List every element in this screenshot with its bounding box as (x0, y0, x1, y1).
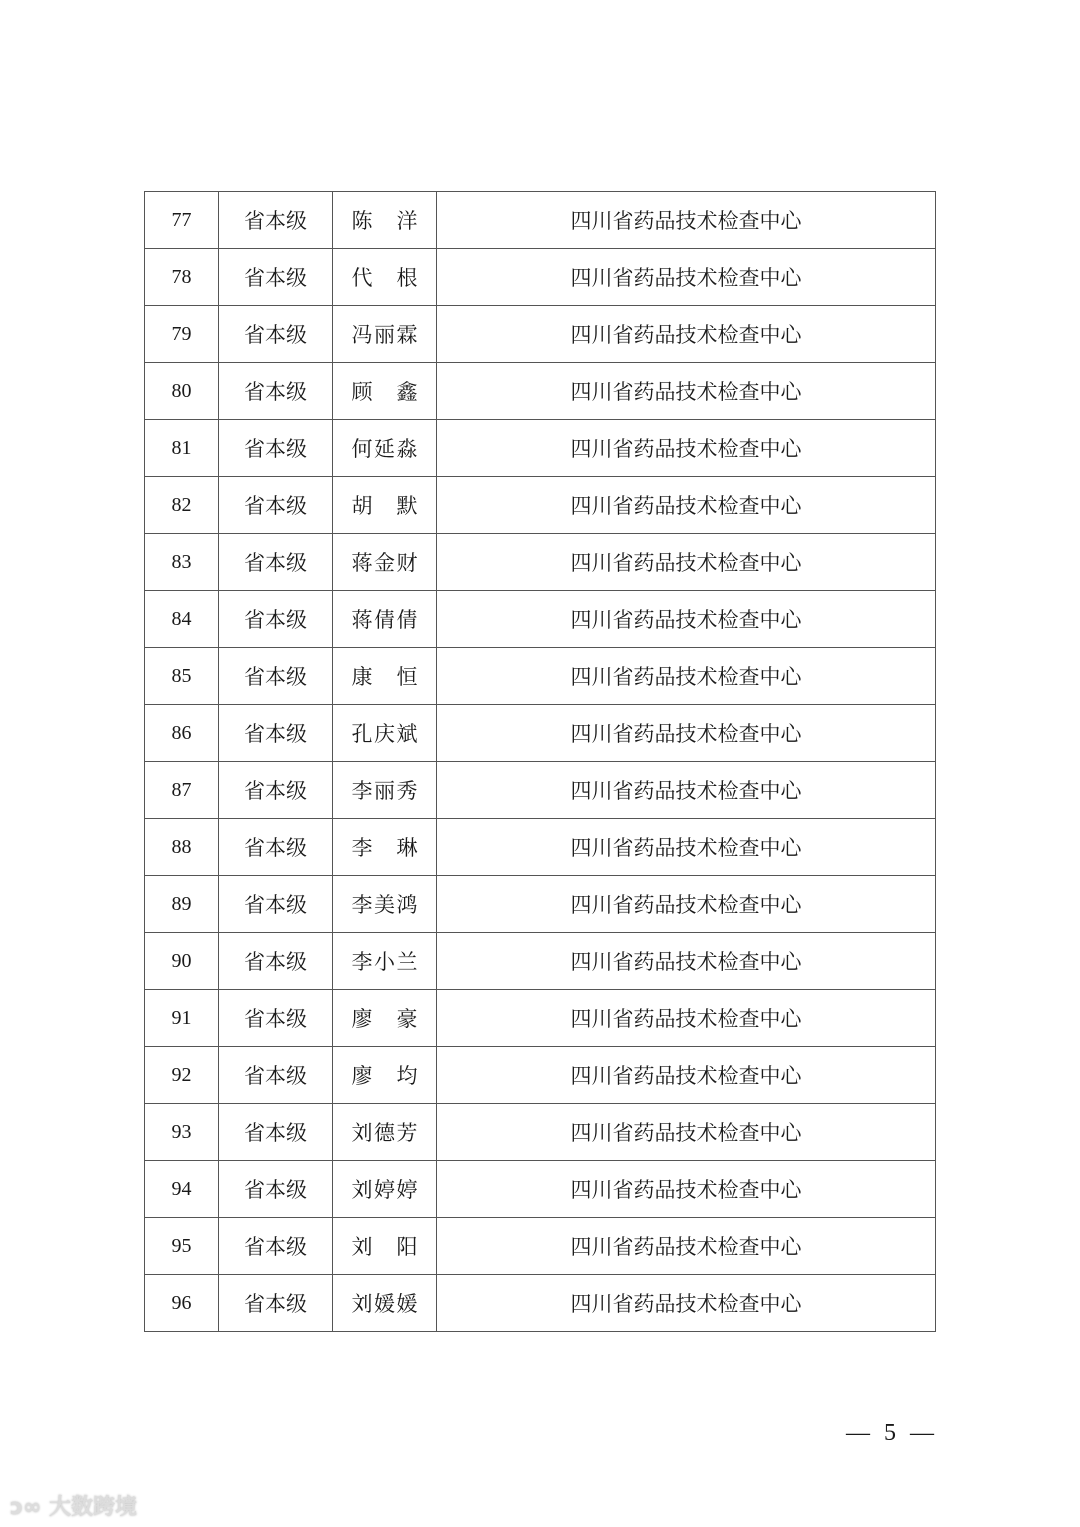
row-number: 83 (145, 534, 219, 591)
row-number: 96 (145, 1275, 219, 1332)
table-row (145, 705, 936, 762)
row-organization: 四川省药品技术检查中心 (437, 534, 936, 591)
row-organization: 四川省药品技术检查中心 (437, 1161, 936, 1218)
table-row (145, 363, 936, 420)
row-level: 省本级 (219, 534, 333, 591)
row-organization: 四川省药品技术检查中心 (437, 477, 936, 534)
row-name: 孔庆斌 (351, 722, 418, 746)
row-organization: 四川省药品技术检查中心 (437, 648, 936, 705)
row-name: 代根 (351, 266, 418, 290)
row-name: 李美鸿 (351, 893, 418, 917)
row-number: 86 (145, 705, 219, 762)
row-level: 省本级 (219, 306, 333, 363)
row-level: 省本级 (219, 933, 333, 990)
row-number: 81 (145, 420, 219, 477)
row-name: 刘婷婷 (351, 1178, 418, 1202)
row-name: 刘阳 (351, 1235, 418, 1259)
row-organization: 四川省药品技术检查中心 (437, 876, 936, 933)
watermark-logo: ↄ∞ 大数跨境 (10, 1495, 138, 1520)
table-row (145, 990, 936, 1047)
row-number: 80 (145, 363, 219, 420)
page-number: — 5 — (846, 1420, 938, 1446)
table-row (145, 933, 936, 990)
table-row (145, 1218, 936, 1275)
table-row (145, 1047, 936, 1104)
table-row (145, 591, 936, 648)
row-level: 省本级 (219, 192, 333, 249)
table-row (145, 1161, 936, 1218)
row-organization: 四川省药品技术检查中心 (437, 420, 936, 477)
row-name: 廖豪 (351, 1007, 418, 1031)
row-name-cell (333, 990, 437, 1047)
table-row (145, 249, 936, 306)
row-name: 胡默 (351, 494, 418, 518)
row-level: 省本级 (219, 1047, 333, 1104)
row-level: 省本级 (219, 648, 333, 705)
row-level: 省本级 (219, 249, 333, 306)
row-name-cell (333, 306, 437, 363)
row-level: 省本级 (219, 420, 333, 477)
row-number: 88 (145, 819, 219, 876)
row-organization: 四川省药品技术检查中心 (437, 762, 936, 819)
row-number: 92 (145, 1047, 219, 1104)
row-organization: 四川省药品技术检查中心 (437, 1218, 936, 1275)
row-number: 87 (145, 762, 219, 819)
row-level: 省本级 (219, 819, 333, 876)
row-name: 冯丽霖 (351, 323, 418, 347)
row-number: 77 (145, 192, 219, 249)
row-name: 蒋倩倩 (351, 608, 418, 632)
row-name-cell (333, 933, 437, 990)
row-number: 82 (145, 477, 219, 534)
row-name-cell (333, 1218, 437, 1275)
row-level: 省本级 (219, 876, 333, 933)
row-name-cell (333, 249, 437, 306)
row-name: 李琳 (351, 836, 418, 860)
table-row (145, 876, 936, 933)
row-name-cell (333, 1275, 437, 1332)
row-number: 85 (145, 648, 219, 705)
row-number: 95 (145, 1218, 219, 1275)
table-row (145, 477, 936, 534)
row-level: 省本级 (219, 591, 333, 648)
row-level: 省本级 (219, 1161, 333, 1218)
row-name-cell (333, 192, 437, 249)
row-organization: 四川省药品技术检查中心 (437, 819, 936, 876)
row-number: 94 (145, 1161, 219, 1218)
table-row (145, 762, 936, 819)
table-row (145, 1275, 936, 1332)
row-number: 90 (145, 933, 219, 990)
row-number: 78 (145, 249, 219, 306)
table-row (145, 819, 936, 876)
row-organization: 四川省药品技术检查中心 (437, 1275, 936, 1332)
row-name-cell (333, 819, 437, 876)
row-name: 刘德芳 (351, 1121, 418, 1145)
personnel-table (144, 191, 936, 1332)
row-organization: 四川省药品技术检查中心 (437, 591, 936, 648)
row-name-cell (333, 705, 437, 762)
row-level: 省本级 (219, 477, 333, 534)
table-row (145, 192, 936, 249)
row-number: 93 (145, 1104, 219, 1161)
row-number: 91 (145, 990, 219, 1047)
row-level: 省本级 (219, 363, 333, 420)
row-name: 陈洋 (351, 209, 418, 233)
row-name-cell (333, 1104, 437, 1161)
table-row (145, 306, 936, 363)
row-name-cell (333, 762, 437, 819)
table-row (145, 1104, 936, 1161)
row-name-cell (333, 1161, 437, 1218)
row-name: 李小兰 (351, 950, 418, 974)
row-name-cell (333, 591, 437, 648)
row-level: 省本级 (219, 1104, 333, 1161)
row-level: 省本级 (219, 1218, 333, 1275)
row-name-cell (333, 648, 437, 705)
row-organization: 四川省药品技术检查中心 (437, 306, 936, 363)
row-level: 省本级 (219, 762, 333, 819)
row-organization: 四川省药品技术检查中心 (437, 933, 936, 990)
row-name: 李丽秀 (351, 779, 418, 803)
table-row (145, 420, 936, 477)
row-level: 省本级 (219, 990, 333, 1047)
row-organization: 四川省药品技术检查中心 (437, 192, 936, 249)
row-name: 蒋金财 (351, 551, 418, 575)
row-name: 刘媛媛 (351, 1292, 418, 1316)
row-number: 79 (145, 306, 219, 363)
row-name-cell (333, 363, 437, 420)
row-organization: 四川省药品技术检查中心 (437, 363, 936, 420)
row-level: 省本级 (219, 705, 333, 762)
row-number: 84 (145, 591, 219, 648)
row-organization: 四川省药品技术检查中心 (437, 1047, 936, 1104)
row-name: 顾鑫 (351, 380, 418, 404)
row-organization: 四川省药品技术检查中心 (437, 990, 936, 1047)
table-row (145, 648, 936, 705)
row-level: 省本级 (219, 1275, 333, 1332)
row-organization: 四川省药品技术检查中心 (437, 249, 936, 306)
row-organization: 四川省药品技术检查中心 (437, 1104, 936, 1161)
row-name-cell (333, 1047, 437, 1104)
row-name-cell (333, 477, 437, 534)
row-name-cell (333, 534, 437, 591)
table-row (145, 534, 936, 591)
row-name-cell (333, 876, 437, 933)
row-name: 廖均 (351, 1064, 418, 1088)
row-name: 何延淼 (351, 437, 418, 461)
row-number: 89 (145, 876, 219, 933)
row-organization: 四川省药品技术检查中心 (437, 705, 936, 762)
row-name-cell (333, 420, 437, 477)
row-name: 康恒 (351, 665, 418, 689)
